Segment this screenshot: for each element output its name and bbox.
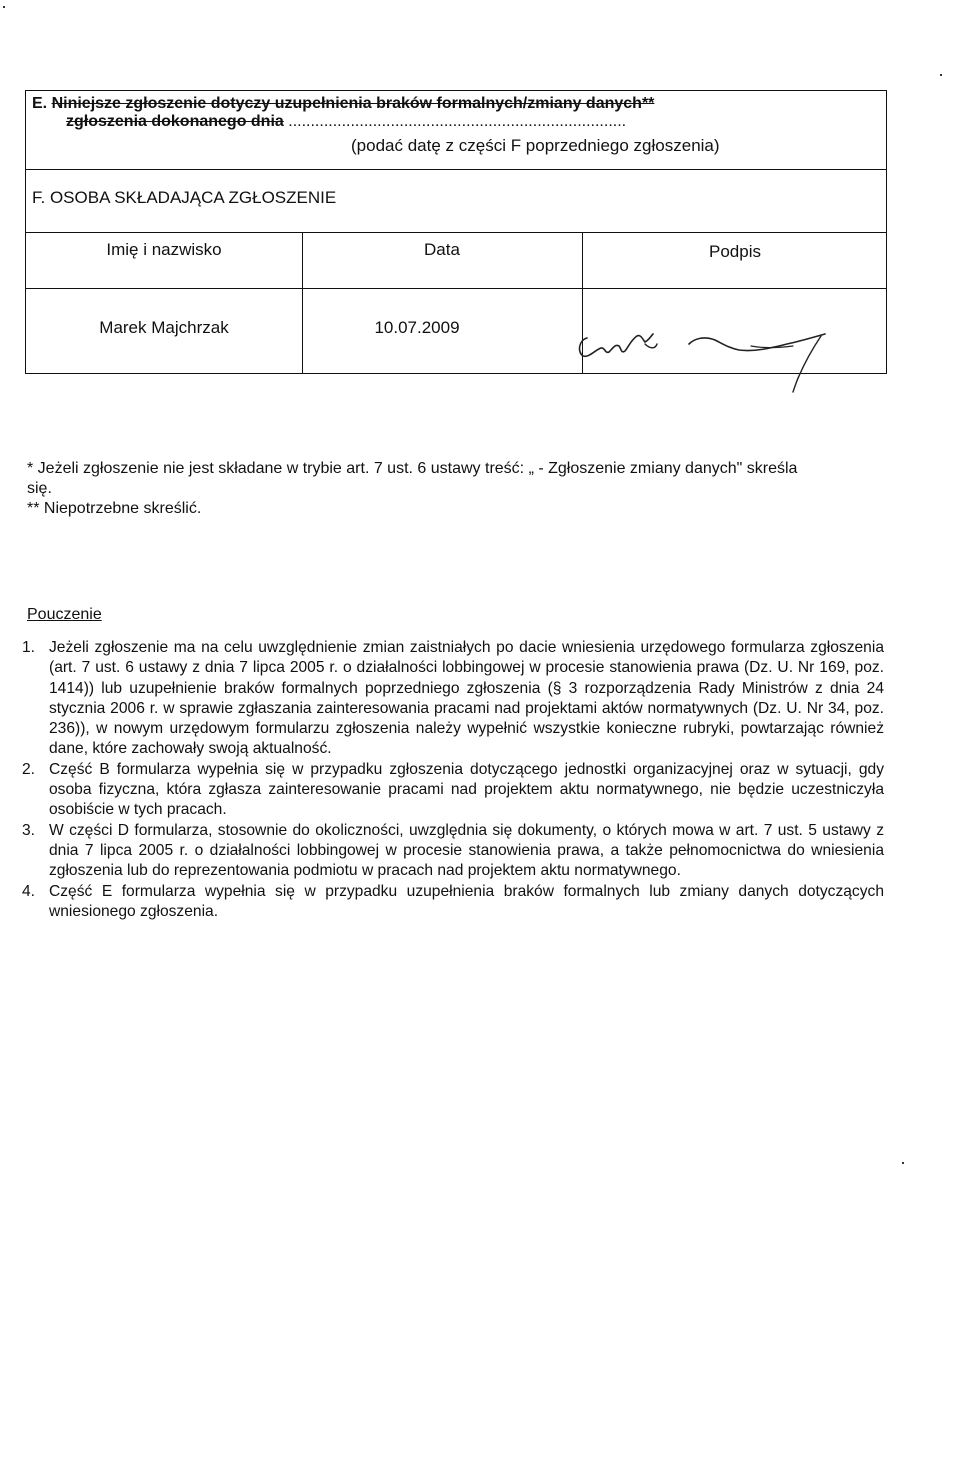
scan-speck: [940, 74, 942, 76]
scan-speck: [902, 1162, 904, 1164]
section-e-line1: [32, 95, 654, 113]
value-date: 10.07.2009: [374, 318, 460, 337]
section-f-title: F. OSOBA SKŁADAJĄCA ZGŁOSZENIE: [32, 188, 337, 207]
section-e-note: (podać datę z części F poprzedniego zgłoszenia): [351, 136, 720, 155]
table-divider: [26, 288, 886, 289]
value-name: Marek Majchrzak: [99, 318, 229, 337]
item-text: W części D formularza, stosownie do okoliczności, uwzględnia się dokumenty, o których mowa w art. 7 ust. 5 ustawy z dnia 7 lipca 2005 r. o działalności lobbingowej w procesie stanowienia prawa, a także pełnomocnictwa do wniesienia zgłoszenia lub do reprezentowania podmiotu w pracach nad projektem aktu normatywnego.: [49, 821, 884, 880]
item-number: 1.: [22, 639, 36, 656]
item-text: Część B formularza wypełnia się w przypadku zgłoszenia dotyczącego jednostki organizacyjnej oraz w sytuacji, gdy osoba fizyczna, która zgłasza zainteresowanie pracami nad projektem aktu normatywnego, nie będzie uczestniczyła osobiście w tych pracach.: [49, 760, 884, 819]
header-name: Imię i nazwisko: [106, 240, 222, 259]
item-number: 3.: [22, 821, 36, 839]
list-item: [22, 821, 884, 882]
header-date: Data: [424, 240, 460, 259]
header-signature: Podpis: [709, 242, 761, 261]
section-e-letter: E.: [32, 95, 48, 112]
item-number: 4.: [22, 882, 36, 900]
pouczenie-list: [22, 638, 884, 922]
section-e-line2: [66, 113, 626, 131]
pouczenie-title: Pouczenie: [27, 606, 102, 623]
list-item: [22, 882, 884, 923]
handwritten-signature: [565, 318, 845, 398]
item-text: Część E formularza wypełnia się w przypadku uzupełnienia braków formalnych lub zmiany danych dotyczących wniesionego zgłoszenia.: [49, 882, 884, 920]
footnote-1: * Jeżeli zgłoszenie nie jest składane w trybie art. 7 ust. 6 ustawy treść: „ - Zgłoszenie zmiany danych" skreśla: [27, 460, 798, 477]
item-number: 2.: [22, 760, 36, 778]
section-e-struck-line2: zgłoszenia dokonanego dnia: [66, 113, 284, 130]
section-e-dots: ............................................................................: [288, 113, 627, 130]
section-e-struck-line1: Niniejsze zgłoszenie dotyczy uzupełnienia braków formalnych/zmiany danych**: [51, 95, 655, 112]
scan-speck: [3, 6, 5, 8]
footnote-2: ** Niepotrzebne skreślić.: [27, 500, 202, 517]
section-e-box: [25, 90, 887, 170]
list-item: [22, 760, 884, 821]
table-divider: [26, 232, 886, 233]
item-text: Jeżeli zgłoszenie ma na celu uwzględnienie zmian zaistniałych po dacie wniesienia urzędowego formularza zgłoszenia (art. 7 ust. 6 ustawy z dnia 7 lipca 2005 r. o działalności lobbingowej w procesie stanowienia prawa (Dz. U. Nr 169, poz. 1414)) lub uzupełnienie braków formalnych poprzedniego zgłoszenia (§ 3 rozporządzenia Rady Ministrów z dnia 24 stycznia 2006 r. w sprawie zgłaszania zainteresowania pracami nad projektami aktów normatywnych (Dz. U. Nr 34, poz. 236)), w nowym urzędowym formularzu zgłoszenia należy wypełnić wszystkie konieczne rubryki, powtarzając również dane, które zachowały swoją aktualność.: [49, 639, 884, 758]
list-item: [22, 638, 884, 760]
footnote-1-cont: się.: [27, 480, 52, 497]
